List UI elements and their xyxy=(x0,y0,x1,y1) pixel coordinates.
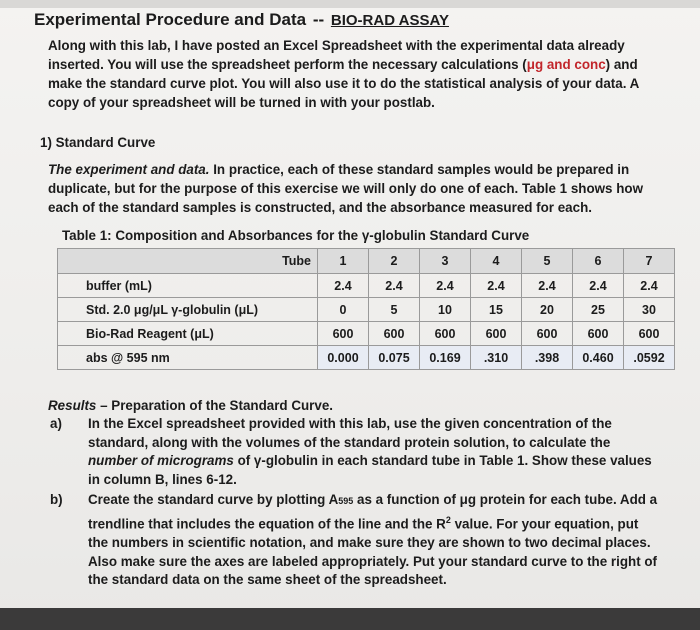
title-main: Experimental Procedure and Data xyxy=(34,10,307,29)
table-cell: 600 xyxy=(318,322,369,346)
table-cell: .310 xyxy=(471,346,522,370)
table-cell: 5 xyxy=(369,298,420,322)
section-heading: 1) Standard Curve xyxy=(40,135,156,150)
table-row xyxy=(58,322,675,346)
tube-header: 6 xyxy=(573,249,624,274)
row-label: buffer (mL) xyxy=(58,274,318,298)
page-title xyxy=(34,10,449,30)
table-cell: 2.4 xyxy=(522,274,573,298)
subscript: 595 xyxy=(338,496,354,506)
table-row-absorbance xyxy=(58,346,675,370)
header-label: Tube xyxy=(58,249,318,274)
table-header-row xyxy=(58,249,675,274)
list-item-text: Create the standard curve by plotting A595 as a function of μg protein for each tube. Add a trendline that includes the equation of the line and the $R^2$ value. For your equation, put the numbers in scientific notation, and make sure they are shown to two decimal places. Also make sure the axes are labeled appropriately. Put your standard curve to the right of the standard data on the same sheet of the spreadsheet. xyxy=(88,492,658,588)
table-cell: 2.4 xyxy=(318,274,369,298)
table-cell: 600 xyxy=(369,322,420,346)
table-cell: .0592 xyxy=(624,346,675,370)
table-cell: 2.4 xyxy=(573,274,624,298)
row-label: abs @ 595 nm xyxy=(58,346,318,370)
list-marker: b) xyxy=(50,492,63,507)
bottom-edge xyxy=(0,608,700,630)
tube-header: 7 xyxy=(624,249,675,274)
table-cell: 2.4 xyxy=(471,274,522,298)
table-cell: 10 xyxy=(420,298,471,322)
table-cell: .398 xyxy=(522,346,573,370)
results-lead: Results xyxy=(48,398,97,413)
table-row xyxy=(58,274,675,298)
experiment-lead: The experiment and data. xyxy=(48,162,210,177)
table-cell: 20 xyxy=(522,298,573,322)
list-marker: a) xyxy=(50,416,62,431)
table-cell: 0 xyxy=(318,298,369,322)
row-label: Bio-Rad Reagent (μL) xyxy=(58,322,318,346)
intro-paragraph: Along with this lab, I have posted an Excel Spreadsheet with the experimental data already inserted. You will use the spreadsheet perform the necessary calculations (μg and conc) and make the standard curve plot. You will also use it to do the statistical analysis of your data. A copy of your spreadsheet will be turned in with your postlab. xyxy=(48,38,639,110)
top-edge xyxy=(0,0,700,8)
table-cell: 600 xyxy=(573,322,624,346)
table-cell: 30 xyxy=(624,298,675,322)
table-cell: 15 xyxy=(471,298,522,322)
title-assay: BIO-RAD ASSAY xyxy=(330,12,449,29)
tube-header: 5 xyxy=(522,249,573,274)
results-heading: Results – Preparation of the Standard Curve. xyxy=(48,398,333,413)
row-label: Std. 2.0 μg/μL γ-globulin (μL) xyxy=(58,298,318,322)
table-cell: 600 xyxy=(420,322,471,346)
superscript: 2 xyxy=(445,514,451,525)
table-cell: 600 xyxy=(522,322,573,346)
table-cell: 0.460 xyxy=(573,346,624,370)
tube-header: 1 xyxy=(318,249,369,274)
table-cell: 25 xyxy=(573,298,624,322)
tube-header: 4 xyxy=(471,249,522,274)
table-cell: 0.000 xyxy=(318,346,369,370)
table-cell: 2.4 xyxy=(624,274,675,298)
table-cell: 0.169 xyxy=(420,346,471,370)
emphasis-text: number of micrograms xyxy=(88,453,234,469)
table-cell: 600 xyxy=(624,322,675,346)
table-cell: 0.075 xyxy=(369,346,420,370)
tube-header: 3 xyxy=(420,249,471,274)
title-separator: -- xyxy=(312,10,325,29)
table-cell: 600 xyxy=(471,322,522,346)
table-caption: Table 1: Composition and Absorbances for the γ-globulin Standard Curve xyxy=(62,228,530,243)
table-cell: 2.4 xyxy=(420,274,471,298)
standard-curve-table xyxy=(57,248,675,370)
table-cell: 2.4 xyxy=(369,274,420,298)
table-row xyxy=(58,298,675,322)
intro-highlight: μg and conc xyxy=(526,57,606,72)
tube-header: 2 xyxy=(369,249,420,274)
experiment-paragraph: The experiment and data. In practice, each of these standard samples would be prepared in duplicate, but for the purpose of this exercise we will only do one of each. Table 1 shows how each of the standard samples is constructed, and the absorbance measured for each. xyxy=(48,162,643,215)
list-item-text: In the Excel spreadsheet provided with this lab, use the given concentration of the standard, along with the volumes of the standard protein solution, to calculate the number of micrograms of γ-globulin in each standard tube in Table 1. Show these values in column B, lines 6-12. xyxy=(88,416,652,488)
